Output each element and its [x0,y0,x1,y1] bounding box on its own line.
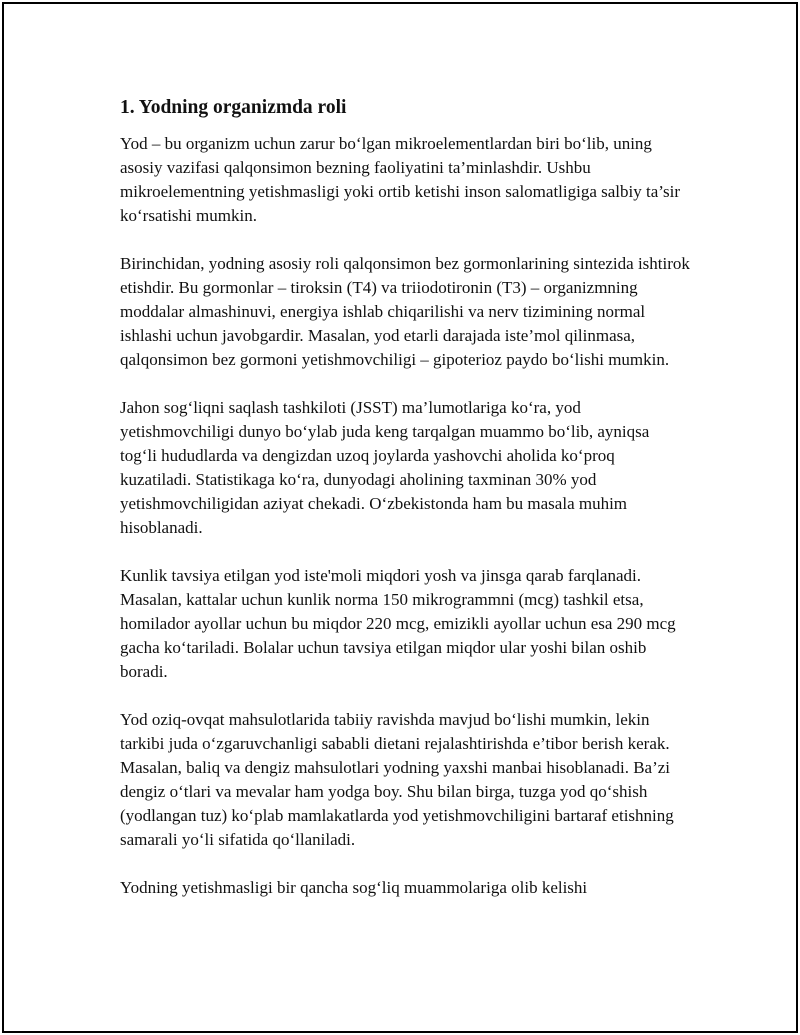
paragraph-who-statistics: Jahon sog‘liqni saqlash tashkiloti (JSST) ma’lumotlariga ko‘ra, yod yetishmovchiligi dunyo bo‘ylab juda keng tarqalgan muammo bo‘lib, ayniqsa tog‘li hududlarda va dengizdan uzoq joylarda yashovchi aholida ko‘proq kuzatiladi. Statistikaga ko‘ra, dunyodagi aholining taxminan 30% yod yetishmovchiligidan aziyat chekadi. O‘zbekistonda ham bu masala muhim hisoblanadi. [120,398,650,537]
paragraph-deficiency: Yodning yetishmasligi bir qancha sog‘liq muammolariga olib kelishi [120,878,588,897]
section-heading: 1. Yodning organizmda roli [120,97,347,118]
paragraph-hormones: Birinchidan, yodning asosiy roli qalqonsimon bez gormonlarining sintezida ishtirok etishdir. Bu gormonlar – tiroksin (T4) va triiodotironin (T3) – organizmning moddalar almashinuvi, energiya ishlab chiqarilishi va nerv tizimining normal ishlashi uchun javobgardir. Masalan, yod etarli darajada iste’mol qilinmasa, qalqonsimon bez gormoni yetishmovchiligi – gipoterioz paydo bo‘lishi mumkin. [120,254,690,369]
paragraph-daily-intake: Kunlik tavsiya etilgan yod iste'moli miqdori yosh va jinsga qarab farqlanadi. Masalan, kattalar uchun kunlik norma 150 mikrogrammni (mcg) tashkil etsa, homilador ayollar uchun bu miqdor 220 mcg, emizikli ayollar uchun esa 290 mcg gacha ko‘tariladi. Bolalar uchun tavsiya etilgan miqdor ular yoshi bilan oshib boradi. [120,566,676,681]
document-page [2,2,798,1033]
document-body [120,94,690,924]
paragraph-food-sources: Yod oziq-ovqat mahsulotlarida tabiiy ravishda mavjud bo‘lishi mumkin, lekin tarkibi juda o‘zgaruvchanligi sababli dietani rejalashtirishda e’tibor berish kerak. Masalan, baliq va dengiz mahsulotlari yodning yaxshi manbai hisoblanadi. Ba’zi dengiz o‘tlari va mevalar ham yodga boy. Shu bilan birga, tuzga yod qo‘shish (yodlangan tuz) ko‘plab mamlakatlarda yod yetishmovchiligini bartaraf etishning samarali yo‘li sifatida qo‘llaniladi. [120,710,674,849]
paragraph-intro: Yod – bu organizm uchun zarur bo‘lgan mikroelementlardan biri bo‘lib, uning asosiy vazifasi qalqonsimon bezning faoliyatini ta’minlashdir. Ushbu mikroelementning yetishmasligi yoki ortib ketishi inson salomatligiga salbiy ta’sir ko‘rsatishi mumkin. [120,134,680,225]
